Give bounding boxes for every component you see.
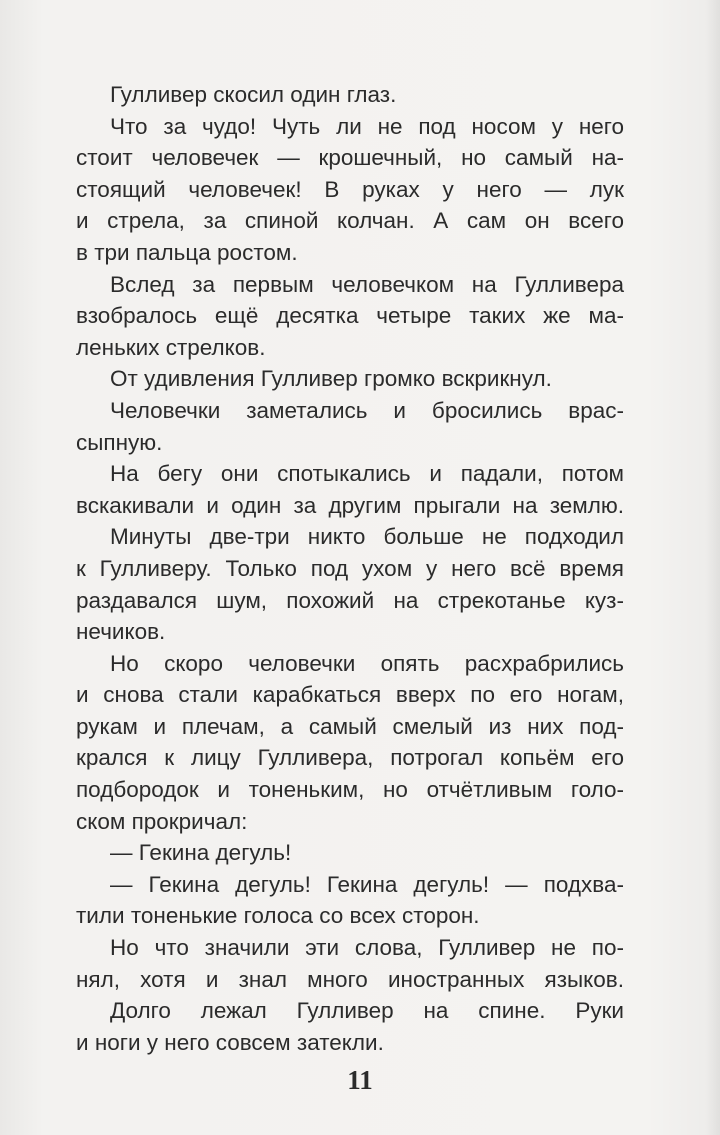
body-text	[76, 79, 624, 1058]
text-line: Долго лежал Гулливер на спине. Руки	[110, 998, 624, 1024]
text-line: и стрела, за спиной колчан. А сам он всего	[76, 208, 624, 234]
text-line: стоит человечек — крошечный, но самый на-	[76, 145, 624, 171]
text-line: Минуты две-три никто больше не подходил	[110, 524, 624, 550]
text-line: тили тоненькие голоса со всех сторон.	[76, 903, 480, 929]
text-line: — Гекина дегуль!	[110, 840, 292, 866]
text-line: подбородок и тоненьким, но отчётливым голо-	[76, 777, 624, 803]
text-line: и снова стали карабкаться вверх по его ногам,	[76, 682, 624, 708]
text-line: На бегу они спотыкались и падали, потом	[110, 461, 624, 487]
page-edge-shadow	[706, 0, 720, 1135]
text-line: раздавался шум, похожий на стрекотанье куз-	[76, 587, 624, 613]
text-line: вскакивали и один за другим прыгали на землю.	[76, 492, 624, 518]
text-line: и ноги у него совсем затекли.	[76, 1029, 384, 1055]
text-line: ском прокричал:	[76, 808, 248, 834]
text-line: взобралось ещё десятка четыре таких же ма-	[76, 303, 624, 329]
text-line: Вслед за первым человечком на Гулливера	[110, 271, 624, 297]
text-line: рукам и плечам, а самый смелый из них под-	[76, 713, 624, 739]
text-line: Но скоро человечки опять расхрабрились	[110, 650, 624, 676]
text-line: Гулливер скосил один глаз.	[110, 82, 397, 107]
text-line: Человечки заметались и бросились врас-	[110, 397, 624, 423]
text-line: стоящий человечек! В руках у него — лук	[76, 176, 624, 202]
text-line: сыпную.	[76, 429, 163, 455]
text-line: к Гулливеру. Только под ухом у него всё время	[76, 555, 624, 581]
text-line: Но что значили эти слова, Гулливер не по-	[110, 935, 624, 961]
text-line: — Гекина дегуль! Гекина дегуль! — подхва-	[110, 871, 624, 897]
text-line: нял, хотя и знал много иностранных языков.	[76, 966, 624, 992]
text-line: нечиков.	[76, 619, 166, 645]
text-line: крался к лицу Гулливера, потрогал копьём его	[76, 745, 624, 771]
text-line: леньких стрелков.	[76, 334, 266, 360]
text-line: От удивления Гулливер громко вскрикнул.	[110, 366, 552, 392]
text-line: Что за чудо! Чуть ли не под носом у него	[110, 113, 624, 139]
text-line: в три пальца ростом.	[76, 239, 298, 265]
page-number: 11	[347, 1065, 373, 1095]
